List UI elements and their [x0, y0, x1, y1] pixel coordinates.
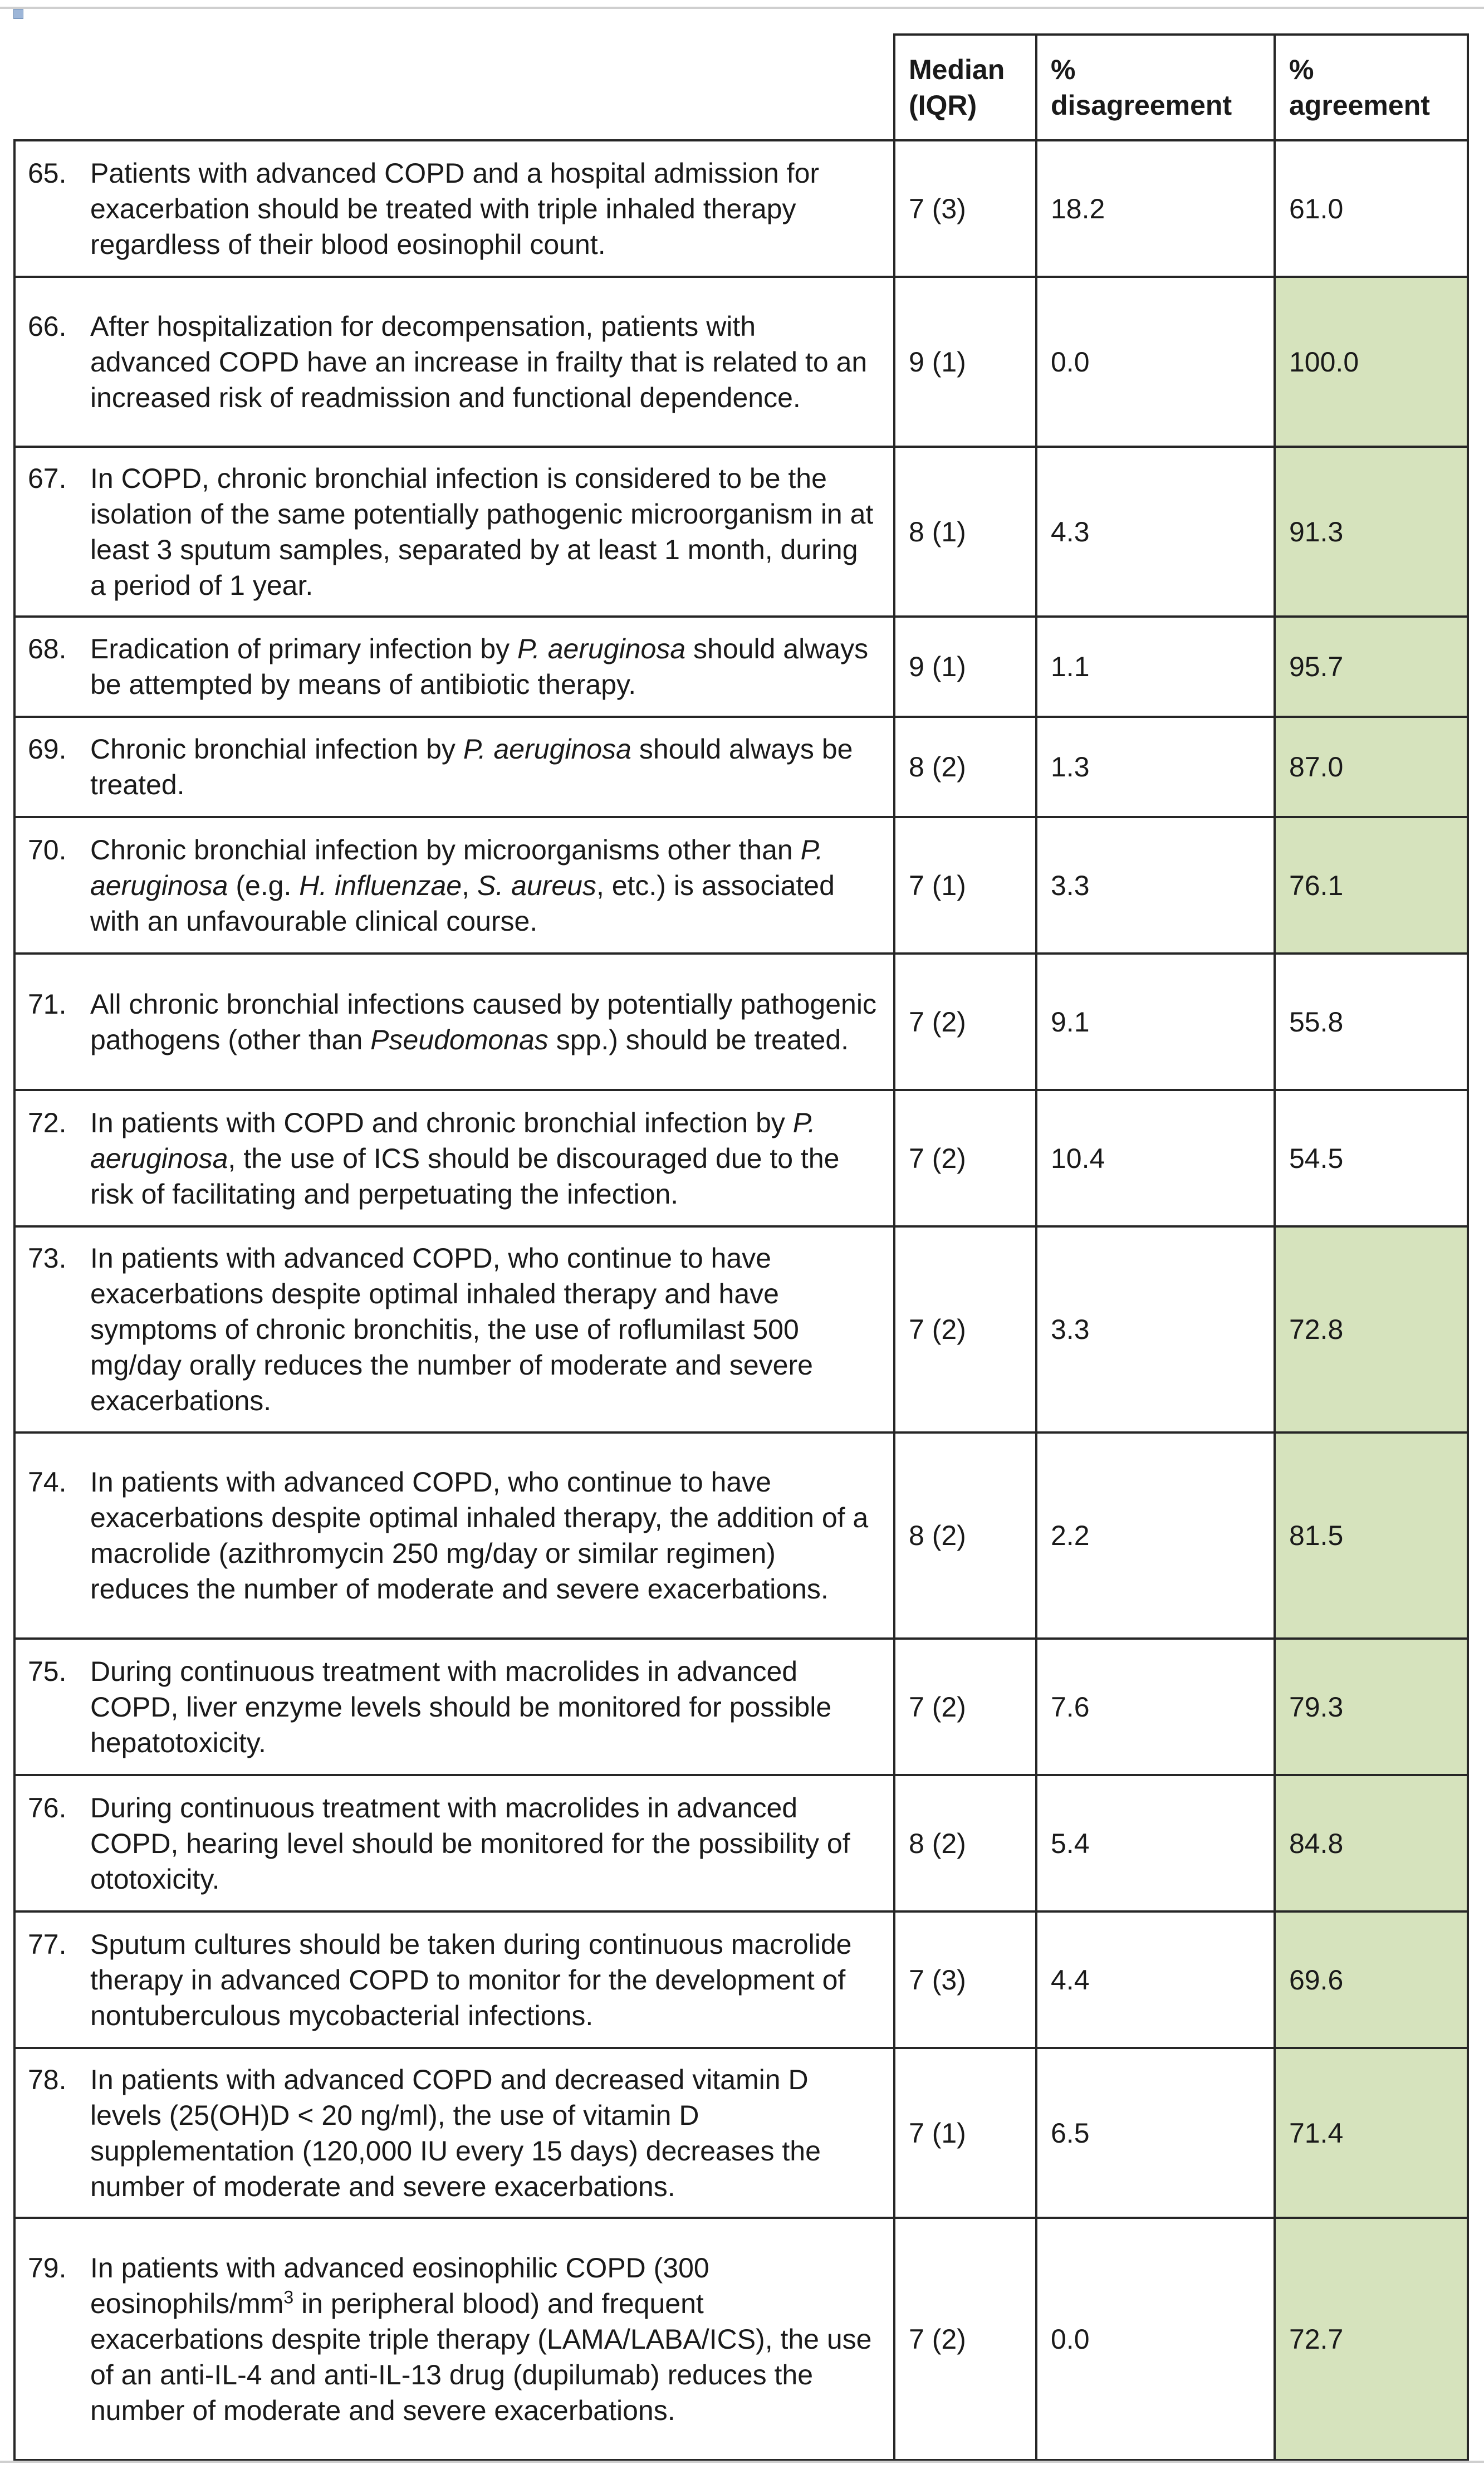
agreement-cell: 91.3	[1275, 447, 1468, 617]
statement-cell	[14, 817, 894, 954]
disagreement-cell: 6.5	[1036, 2048, 1275, 2218]
table-row	[14, 140, 1468, 277]
agreement-cell: 84.8	[1275, 1775, 1468, 1911]
statement-number: 67.	[28, 462, 67, 494]
statement-text: In COPD, chronic bronchial infection is considered to be the isolation of the same potentially pathogenic microorganism in at least 3 sputum samples, separated by at least 1 month, during a period of 1 year.	[90, 462, 874, 601]
statement-number: 73.	[28, 1243, 67, 1274]
top-rule	[0, 7, 1484, 9]
statement-cell	[14, 2218, 894, 2460]
statement-number: 75.	[28, 1655, 67, 1687]
agreement-cell: 72.7	[1275, 2218, 1468, 2460]
table-row	[14, 2218, 1468, 2460]
median-cell: 7 (3)	[894, 140, 1036, 277]
disagreement-cell: 9.1	[1036, 954, 1275, 1090]
statement-number: 76.	[28, 1792, 67, 1823]
median-cell: 9 (1)	[894, 617, 1036, 717]
agreement-cell: 95.7	[1275, 617, 1468, 717]
statement-text: During continuous treatment with macrolides in advanced COPD, hearing level should be monitored for the possibility of ototoxicity.	[90, 1792, 850, 1895]
median-cell: 7 (2)	[894, 954, 1036, 1090]
table-row	[14, 277, 1468, 447]
disagreement-cell: 5.4	[1036, 1775, 1275, 1911]
header-statement-blank	[14, 35, 894, 140]
disagreement-cell: 4.3	[1036, 447, 1275, 617]
header-row	[14, 35, 1468, 140]
statement-cell	[14, 1639, 894, 1775]
table-row	[14, 717, 1468, 817]
statement-cell	[14, 717, 894, 817]
agreement-cell: 76.1	[1275, 817, 1468, 954]
agreement-cell: 69.6	[1275, 1911, 1468, 2048]
median-cell: 8 (1)	[894, 447, 1036, 617]
median-cell: 9 (1)	[894, 277, 1036, 447]
statement-text: In patients with advanced COPD and decreased vitamin D levels (25(OH)D < 20 ng/ml), the use of vitamin D supplementation (120,000 IU every 15 days) decreases the number of moderate and severe exacerbations.	[90, 2064, 821, 2202]
statement-number: 71.	[28, 988, 67, 1020]
table-row	[14, 1432, 1468, 1639]
statement-cell	[14, 140, 894, 277]
statement-text: Sputum cultures should be taken during continuous macrolide therapy in advanced COPD to monitor for the development of nontuberculous mycobacterial infections.	[90, 1928, 852, 2031]
median-cell: 8 (2)	[894, 1432, 1036, 1639]
table-row	[14, 954, 1468, 1090]
statement-cell	[14, 1226, 894, 1432]
statement-number: 79.	[28, 2252, 67, 2284]
statement-text: In patients with advanced COPD, who continue to have exacerbations despite optimal inhaled therapy and have symptoms of chronic bronchitis, the use of roflumilast 500 mg/day orally reduces the number of moderate and severe exacerbations.	[90, 1243, 813, 1416]
statement-text: During continuous treatment with macrolides in advanced COPD, liver enzyme levels should be monitored for possible hepatotoxicity.	[90, 1655, 832, 1758]
image-placeholder-icon	[13, 9, 23, 19]
table-row	[14, 2048, 1468, 2218]
statement-cell	[14, 1432, 894, 1639]
disagreement-cell: 7.6	[1036, 1639, 1275, 1775]
statement-text: Eradication of primary infection by P. aeruginosa should always be attempted by means of antibiotic therapy.	[90, 633, 869, 700]
consensus-table	[13, 33, 1469, 2461]
table-row	[14, 617, 1468, 717]
statement-cell	[14, 447, 894, 617]
bottom-rule	[0, 2461, 1484, 2463]
statement-cell	[14, 1911, 894, 2048]
agreement-cell: 61.0	[1275, 140, 1468, 277]
median-cell: 7 (2)	[894, 2218, 1036, 2460]
header-median: Median (IQR)	[894, 35, 1036, 140]
table-row	[14, 447, 1468, 617]
table-row	[14, 817, 1468, 954]
disagreement-cell: 0.0	[1036, 277, 1275, 447]
statement-cell	[14, 277, 894, 447]
table-row	[14, 1775, 1468, 1911]
median-cell: 7 (3)	[894, 1911, 1036, 2048]
median-cell: 7 (1)	[894, 2048, 1036, 2218]
median-cell: 7 (2)	[894, 1226, 1036, 1432]
agreement-cell: 71.4	[1275, 2048, 1468, 2218]
statement-text: In patients with advanced eosinophilic COPD (300 eosinophils/$mm^3$ in peripheral blood) and frequent exacerbations despite triple therapy (LAMA/LABA/ICS), the use of an anti-IL-4 and anti-IL-13 drug (dupilumab) reduces the number of moderate and severe exacerbations.	[90, 2252, 872, 2426]
statement-text: Chronic bronchial infection by P. aeruginosa should always be treated.	[90, 734, 853, 800]
disagreement-cell: 18.2	[1036, 140, 1275, 277]
statement-number: 78.	[28, 2064, 67, 2095]
statement-text: In patients with COPD and chronic bronchial infection by P. aeruginosa, the use of ICS should be discouraged due to the risk of facilitating and perpetuating the infection.	[90, 1107, 840, 1210]
statement-number: 77.	[28, 1928, 67, 1960]
median-cell: 8 (2)	[894, 1775, 1036, 1911]
table-row	[14, 1639, 1468, 1775]
statement-cell	[14, 954, 894, 1090]
agreement-cell: 100.0	[1275, 277, 1468, 447]
disagreement-cell: 1.3	[1036, 717, 1275, 817]
agreement-cell: 81.5	[1275, 1432, 1468, 1639]
disagreement-cell: 3.3	[1036, 1226, 1275, 1432]
median-cell: 7 (2)	[894, 1639, 1036, 1775]
statement-number: 68.	[28, 633, 67, 664]
statement-number: 74.	[28, 1466, 67, 1498]
table-row	[14, 1911, 1468, 2048]
agreement-cell: 79.3	[1275, 1639, 1468, 1775]
statement-number: 72.	[28, 1107, 67, 1138]
disagreement-cell: 3.3	[1036, 817, 1275, 954]
median-cell: 8 (2)	[894, 717, 1036, 817]
statement-text: Chronic bronchial infection by microorganisms other than P. aeruginosa (e.g. H. influenzae, S. aureus, etc.) is associated with an unfavourable clinical course.	[90, 834, 835, 937]
agreement-cell: 55.8	[1275, 954, 1468, 1090]
disagreement-cell: 10.4	[1036, 1090, 1275, 1226]
agreement-cell: 72.8	[1275, 1226, 1468, 1432]
statement-number: 66.	[28, 310, 67, 342]
statement-text: In patients with advanced COPD, who continue to have exacerbations despite optimal inhaled therapy, the addition of a macrolide (azithromycin 250 mg/day or similar regimen) reduces the number of moderate and severe exacerbations.	[90, 1466, 869, 1605]
disagreement-cell: 1.1	[1036, 617, 1275, 717]
statement-cell	[14, 2048, 894, 2218]
agreement-cell: 87.0	[1275, 717, 1468, 817]
header-disagreement: % disagreement	[1036, 35, 1275, 140]
statement-text: All chronic bronchial infections caused by potentially pathogenic pathogens (other than Pseudomonas spp.) should be treated.	[90, 988, 876, 1055]
statement-number: 69.	[28, 734, 67, 765]
disagreement-cell: 0.0	[1036, 2218, 1275, 2460]
statement-text: Patients with advanced COPD and a hospital admission for exacerbation should be treated with triple inhaled therapy regardless of their blood eosinophil count.	[90, 157, 820, 260]
disagreement-cell: 4.4	[1036, 1911, 1275, 2048]
table-row	[14, 1090, 1468, 1226]
header-agreement: % agreement	[1275, 35, 1468, 140]
median-cell: 7 (1)	[894, 817, 1036, 954]
statement-number: 70.	[28, 834, 67, 866]
statement-text: After hospitalization for decompensation, patients with advanced COPD have an increase in frailty that is related to an increased risk of readmission and functional dependence.	[90, 310, 868, 413]
table-row	[14, 1226, 1468, 1432]
statement-cell	[14, 1090, 894, 1226]
statement-cell	[14, 617, 894, 717]
median-cell: 7 (2)	[894, 1090, 1036, 1226]
disagreement-cell: 2.2	[1036, 1432, 1275, 1639]
statement-number: 65.	[28, 157, 67, 189]
statement-cell	[14, 1775, 894, 1911]
agreement-cell: 54.5	[1275, 1090, 1468, 1226]
